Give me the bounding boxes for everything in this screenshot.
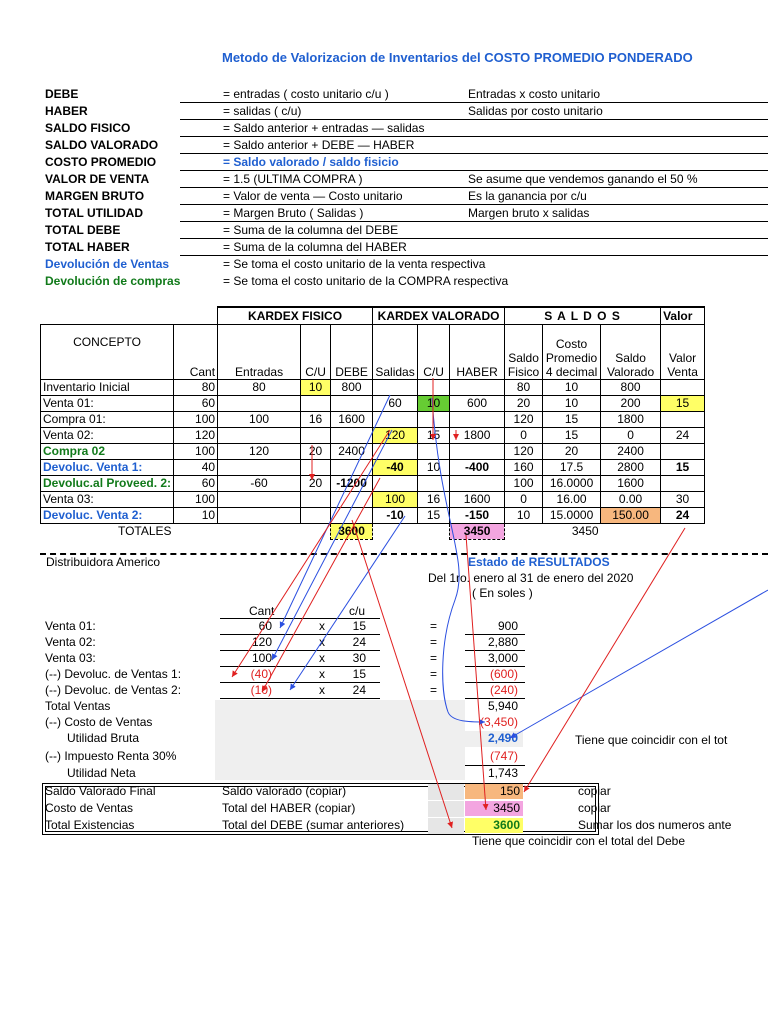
utilidad-bruta-note: Tiene que coincidir con el tot [575, 733, 728, 747]
summary-value: 150 [465, 784, 523, 799]
row-concept: Devoluc. Venta 1: [41, 460, 174, 476]
utilidad-bruta: 2,490 [487, 731, 518, 745]
table-cell: 30 [661, 492, 705, 508]
er-line-label: (--) Devoluc. de Ventas 1: [45, 667, 182, 681]
summary-note: copiar [578, 784, 611, 798]
table-cell: 60 [373, 396, 418, 412]
row-concept: Devoluc. Venta 2: [41, 508, 174, 524]
table-cell: 80 [174, 380, 218, 396]
table-cell: 0 [505, 428, 543, 444]
table-cell: 16 [301, 412, 331, 428]
column-header: Saldo Valorado [601, 325, 661, 380]
summary-note: copiar [578, 801, 611, 815]
er-period: Del 1ro. enero al 31 de enero del 2020 [428, 571, 634, 585]
table-cell: -60 [218, 476, 301, 492]
er-line-result: (240) [489, 683, 518, 697]
x-sign: x [319, 667, 325, 681]
definition-note: Se asume que vendemos ganando el 50 % [468, 172, 698, 186]
eq-sign: = [430, 683, 438, 697]
er-line-cant: (40) [250, 667, 272, 681]
definition-formula: = Valor de venta — Costo unitario [223, 189, 403, 203]
table-cell: 16.00 [543, 492, 601, 508]
column-header: DEBE [331, 325, 373, 380]
definition-formula: = Saldo anterior + DEBE — HABER [223, 138, 415, 152]
er-line-label: (--) Devoluc. de Ventas 2: [45, 683, 182, 697]
definition-formula: = entradas ( costo unitario c/u ) [223, 87, 389, 101]
definition-note: Margen bruto x salidas [468, 206, 590, 220]
column-header: HABER [450, 325, 505, 380]
table-cell: 0 [601, 428, 661, 444]
summary-label: Saldo Valorado Final [45, 784, 156, 798]
table-cell: 20 [301, 444, 331, 460]
summary-value: 3600 [465, 818, 523, 833]
er-line-cant: 100 [251, 651, 272, 665]
table-cell: 24 [661, 508, 705, 524]
table-cell: 1600 [601, 476, 661, 492]
row-concept: Venta 02: [41, 428, 174, 444]
definition-label: TOTAL UTILIDAD [45, 206, 143, 220]
er-line-cant: (10) [250, 683, 272, 697]
er-line-label: Venta 03: [45, 651, 96, 665]
table-cell: -150 [450, 508, 505, 524]
table-cell: -10 [373, 508, 418, 524]
totals-cell: 3450 [450, 524, 505, 540]
definition-formula: = Suma de la columna del HABER [223, 240, 407, 254]
table-cell: 100 [174, 412, 218, 428]
table-cell: 0 [505, 492, 543, 508]
er-line-result: (600) [489, 667, 518, 681]
column-header: C/U [418, 325, 450, 380]
definition-label: HABER [45, 104, 88, 118]
summary-desc: Total del HABER (copiar) [222, 801, 356, 815]
definition-label: Devolución de compras [45, 274, 181, 288]
column-header: Saldo Fisico [505, 325, 543, 380]
column-header: C/U [301, 325, 331, 380]
column-header: Costo Promedio 4 decimal [543, 325, 601, 380]
column-header: Valor Venta [661, 325, 705, 380]
x-sign: x [319, 635, 325, 649]
definition-label: TOTAL DEBE [45, 223, 121, 237]
utilidad-neta: 1,743 [487, 766, 518, 780]
eq-sign: = [430, 619, 438, 633]
table-cell: 120 [505, 412, 543, 428]
table-cell: 200 [601, 396, 661, 412]
table-cell: 20 [301, 476, 331, 492]
blue-arrows [272, 395, 768, 738]
definition-label: Devolución de Ventas [45, 257, 170, 271]
er-line-cu: 24 [352, 683, 366, 697]
table-cell: 17.5 [543, 460, 601, 476]
table-cell: 150.00 [601, 508, 661, 524]
table-cell: 80 [218, 380, 301, 396]
table-cell: 15 [661, 460, 705, 476]
table-cell: 1800 [450, 428, 505, 444]
table-cell: 2400 [601, 444, 661, 460]
summary-note: Sumar los dos numeros ante [578, 818, 732, 832]
table-cell: 120 [174, 428, 218, 444]
totals-cell: TOTALES [117, 524, 172, 539]
total-ventas: 5,940 [487, 699, 518, 713]
group-header: S A L D O S [505, 307, 661, 325]
column-header: CONCEPTO [41, 325, 174, 380]
er-line-cu: 15 [352, 619, 366, 633]
er-line-cu: 15 [352, 667, 366, 681]
er-title: Estado de RESULTADOS [468, 555, 610, 569]
table-cell: 2400 [331, 444, 373, 460]
er-line-label: Venta 02: [45, 635, 96, 649]
table-cell: -40 [373, 460, 418, 476]
definition-note: Es la ganancia por c/u [468, 189, 587, 203]
group-header: KARDEX FISICO [218, 307, 373, 325]
row-concept: Compra 01: [41, 412, 174, 428]
definition-formula: = Se toma el costo unitario de la venta respectiva [223, 257, 486, 271]
table-cell: 100 [218, 412, 301, 428]
total-ventas-label: Total Ventas [45, 699, 111, 713]
table-cell: 2800 [601, 460, 661, 476]
eq-sign: = [430, 651, 438, 665]
table-cell: 10 [418, 460, 450, 476]
column-header: Entradas [218, 325, 301, 380]
definition-note: Entradas x costo unitario [468, 87, 601, 101]
column-header: Cant [174, 325, 218, 380]
er-line-cu: 30 [352, 651, 366, 665]
table-cell: 100 [174, 492, 218, 508]
group-header: KARDEX VALORADO [373, 307, 505, 325]
table-cell: -1200 [331, 476, 373, 492]
table-cell: 10 [505, 508, 543, 524]
definition-note: Salidas por costo unitario [468, 104, 603, 118]
table-cell: 1800 [601, 412, 661, 428]
table-cell: 15 [661, 396, 705, 412]
summary-desc: Total del DEBE (sumar anteriores) [222, 818, 405, 832]
definition-formula: = salidas ( c/u) [223, 104, 302, 118]
er-line-cu: 24 [352, 635, 366, 649]
summary-desc: Saldo valorado (copiar) [222, 784, 347, 798]
table-cell: 60 [174, 396, 218, 412]
costo-ventas-label: (--) Costo de Ventas [45, 715, 153, 729]
red-arrows [232, 378, 685, 828]
table-cell: 80 [505, 380, 543, 396]
summary-label: Total Existencias [45, 818, 135, 832]
impuesto-label: (--) Impuesto Renta 30% [45, 749, 177, 763]
summary-label: Costo de Ventas [45, 801, 134, 815]
er-line-cant: 120 [251, 635, 272, 649]
table-cell: 16 [418, 492, 450, 508]
table-cell: 1600 [331, 412, 373, 428]
table-cell: 40 [174, 460, 218, 476]
eq-sign: = [430, 635, 438, 649]
table-cell: 10 [543, 396, 601, 412]
column-header: Salidas [373, 325, 418, 380]
table-cell: 100 [505, 476, 543, 492]
definition-label: COSTO PROMEDIO [45, 155, 157, 169]
er-line-result: 900 [497, 619, 518, 633]
table-cell: 15 [418, 428, 450, 444]
definition-label: SALDO FISICO [45, 121, 131, 135]
er-line-result: 2,880 [487, 635, 518, 649]
table-cell: 10 [418, 396, 450, 412]
table-cell: 10 [543, 380, 601, 396]
definition-label: TOTAL HABER [45, 240, 130, 254]
col-cant: Cant [249, 604, 275, 618]
table-cell: 20 [505, 396, 543, 412]
table-cell: 100 [373, 492, 418, 508]
table-cell: 10 [301, 380, 331, 396]
table-cell: 120 [218, 444, 301, 460]
totals-cell: 3600 [331, 524, 373, 540]
row-concept: Devoluc.al Proveed. 2: [41, 476, 174, 492]
table-cell: 100 [174, 444, 218, 460]
table-cell: 1600 [450, 492, 505, 508]
row-concept: Venta 01: [41, 396, 174, 412]
definition-label: SALDO VALORADO [45, 138, 159, 152]
definition-formula: = Margen Bruto ( Salidas ) [223, 206, 364, 220]
costo-ventas: (3,450) [479, 715, 518, 729]
er-unit: ( En soles ) [472, 586, 533, 600]
definition-formula: = 1.5 (ULTIMA COMPRA ) [223, 172, 363, 186]
table-cell: 15 [543, 412, 601, 428]
er-line-result: 3,000 [487, 651, 518, 665]
table-cell: 800 [601, 380, 661, 396]
x-sign: x [319, 619, 325, 633]
eq-sign: = [430, 667, 438, 681]
utilidad-bruta-label: Utilidad Bruta [67, 731, 140, 745]
x-sign: x [319, 683, 325, 697]
col-cu: c/u [349, 604, 366, 618]
table-cell: 120 [505, 444, 543, 460]
summary-value: 3450 [465, 801, 523, 816]
impuesto: (747) [489, 749, 518, 763]
row-concept: Inventario Inicial [41, 380, 174, 396]
definition-label: DEBE [45, 87, 79, 101]
table-cell: 20 [543, 444, 601, 460]
definition-label: MARGEN BRUTO [45, 189, 145, 203]
table-cell: -400 [450, 460, 505, 476]
table-cell: 15.0000 [543, 508, 601, 524]
er-line-cant: 60 [258, 619, 272, 633]
definition-formula: = Suma de la columna del DEBE [223, 223, 399, 237]
table-cell: 0.00 [601, 492, 661, 508]
page-title: Metodo de Valorizacion de Inventarios del COSTO PROMEDIO PONDERADO [222, 50, 693, 65]
table-cell: 15 [418, 508, 450, 524]
table-cell: 24 [661, 428, 705, 444]
table-cell: 60 [174, 476, 218, 492]
final-note: Tiene que coincidir con el total del Debe [472, 834, 686, 848]
definition-formula: = Saldo anterior + entradas — salidas [223, 121, 425, 135]
row-concept: Venta 03: [41, 492, 174, 508]
er-line-label: Venta 01: [45, 619, 96, 633]
table-cell: 800 [331, 380, 373, 396]
definition-formula: = Se toma el costo unitario de la COMPRA respectiva [223, 274, 509, 288]
row-concept: Compra 02 [41, 444, 174, 460]
company-name: Distribuidora Americo [46, 555, 161, 569]
table-cell: 120 [373, 428, 418, 444]
table-cell: 600 [450, 396, 505, 412]
definition-formula: = Saldo valorado / saldo fisicio [223, 155, 399, 169]
totals-cell: 3450 [571, 524, 599, 539]
x-sign: x [319, 651, 325, 665]
table-cell: 16.0000 [543, 476, 601, 492]
table-cell: 160 [505, 460, 543, 476]
utilidad-neta-label: Utilidad Neta [67, 766, 136, 780]
group-header: Valor [661, 307, 705, 325]
table-cell: 15 [543, 428, 601, 444]
definition-label: VALOR DE VENTA [45, 172, 150, 186]
table-cell: 10 [174, 508, 218, 524]
